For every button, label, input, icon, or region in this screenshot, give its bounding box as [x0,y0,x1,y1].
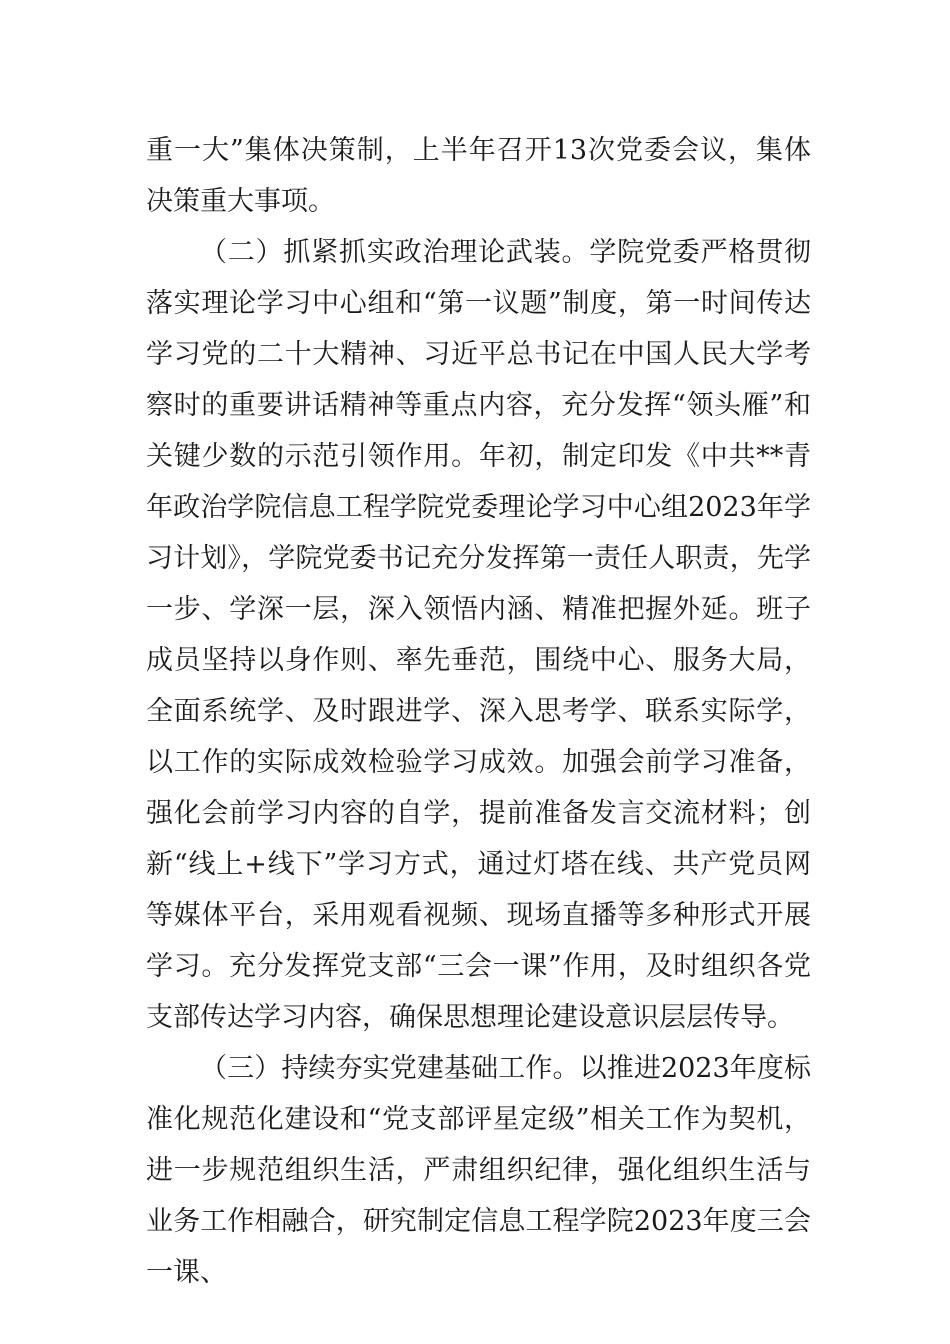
paragraph-continuation: 重一大”集体决策制，上半年召开13次党委会议，集体决策重大事项。 [146,135,811,217]
paragraph-section-2: （二）抓紧抓实政治理论武装。学院党委严格贯彻落实理论学习中心组和“第一议题”制度，第一时间传达学习党的二十大精神、习近平总书记在中国人民大学考察时的重要讲话精神等重点内容，充分发挥“领头雁”和关键少数的示范引领作用。年初，制定印发《中共**青年政治学院信息工程学院党委理论学习中心组2023年学习计划》，学院党委书记充分发挥第一责任人职责，先学一步、学深一层，深入领悟内涵、精准把握外延。班子成员坚持以身作则、率先垂范，围绕中心、服务大局，全面系统学、及时跟进学、深入思考学、联系实际学，以工作的实际成效检验学习成效。加强会前学习准备，强化会前学习内容的自学，提前准备发言交流材料；创新“线上+线下”学习方式，通过灯塔在线、共产党员网等媒体平台，采用观看视频、现场直播等多种形式开展学习。充分发挥党支部“三会一课”作用，及时组织各党支部传达学习内容，确保思想理论建设意识层层传导。 [146,237,811,1033]
paragraph-section-3: （三）持续夯实党建基础工作。以推进2023年度标准化规范化建设和“党支部评星定级”相关工作为契机，进一步规范组织生活，严肃组织纪律，强化组织生活与业务工作相融合，研究制定信息工程学院2023年度三会一课、 [146,1053,811,1288]
body-text [146,125,811,1298]
